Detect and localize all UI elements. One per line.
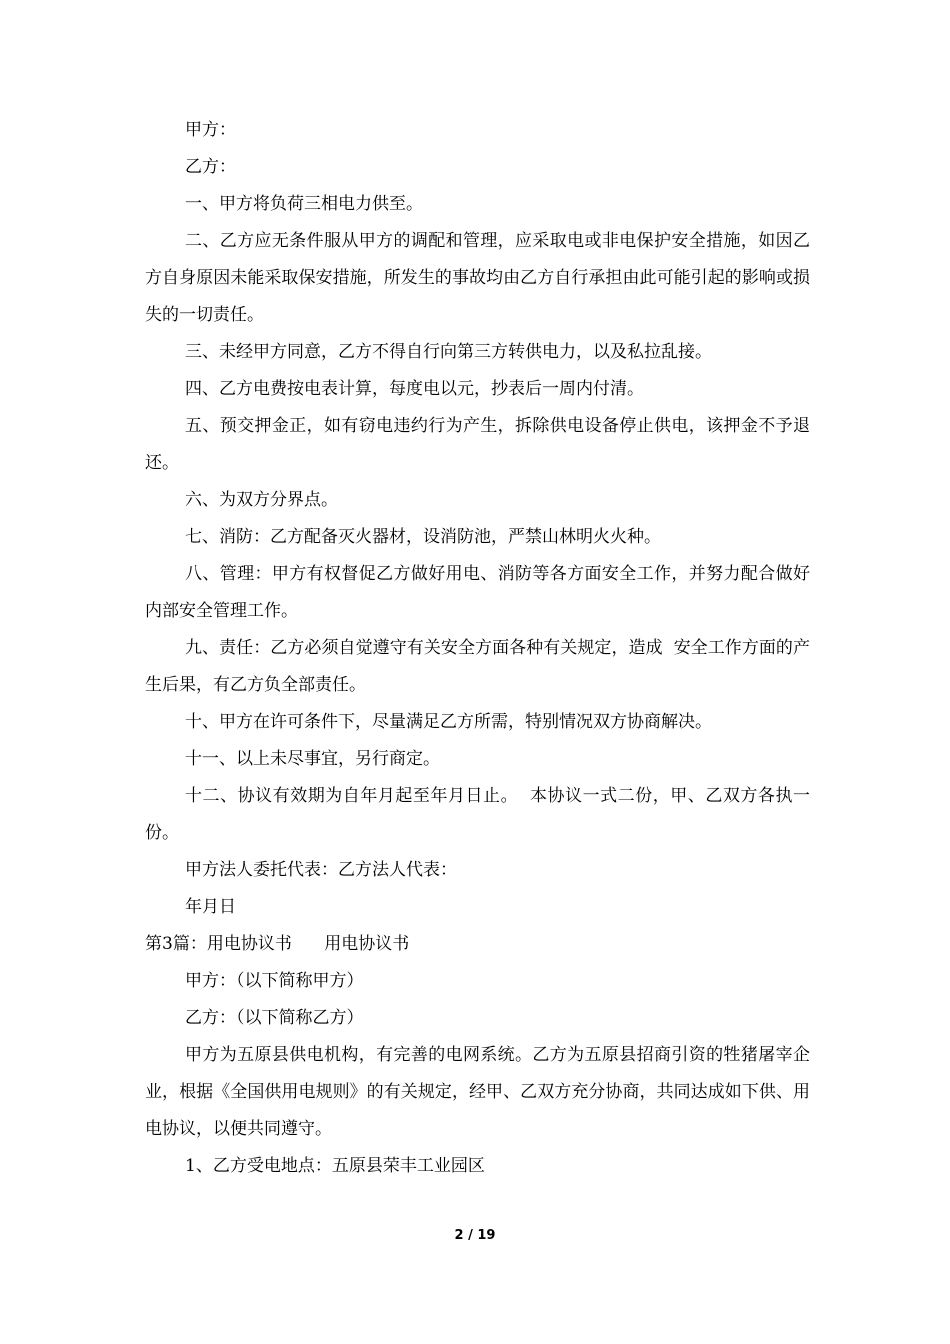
paragraph-signatures: 甲方法人委托代表：乙方法人代表： xyxy=(185,860,457,880)
paragraph-clause-5: 五、预交押金正，如有窃电违约行为产生，拆除供电设备停止供电，该押金不予退还。 xyxy=(145,416,810,473)
paragraph-clause-12: 十二、协议有效期为自年月起至年月日止。 本协议一式二份，甲、乙双方各执一份。 xyxy=(145,786,810,843)
paragraph-clause-2: 二、乙方应无条件服从甲方的调配和管理，应采取电或非电保护安全措施，如因乙方自身原因未能采取保安措施，所发生的事故均由乙方自行承担由此可能引起的影响或损失的一切责任。 xyxy=(145,231,810,325)
paragraph-clause-4: 四、乙方电费按电表计算，每度电以元，抄表后一周内付清。 xyxy=(185,379,644,399)
paragraph-party-a: 甲方： xyxy=(185,120,236,140)
page-number: 2 / 19 xyxy=(454,1228,496,1243)
paragraph-clause-7: 七、消防：乙方配备灭火器材，设消防池，严禁山林明火火种。 xyxy=(185,527,661,547)
section-heading: 第3篇：用电协议书 用电协议书 xyxy=(145,934,410,954)
paragraph-clause-11: 十一、以上未尽事宜，另行商定。 xyxy=(185,749,440,769)
paragraph-party-b-2: 乙方：（以下简称乙方） xyxy=(185,1008,364,1028)
paragraph-clause-9: 九、责任：乙方必须自觉遵守有关安全方面各种有关规定，造成 安全工作方面的产生后果，有乙方负全部责任。 xyxy=(145,638,810,695)
paragraph-clause-1: 一、甲方将负荷三相电力供至。 xyxy=(185,194,423,214)
paragraph-clause-3: 三、未经甲方同意，乙方不得自行向第三方转供电力，以及私拉乱接。 xyxy=(185,342,712,362)
document-body xyxy=(145,112,810,1185)
paragraph-party-a-2: 甲方：（以下简称甲方） xyxy=(185,971,364,991)
paragraph-clause-6: 六、为双方分界点。 xyxy=(185,490,338,510)
paragraph-clause-10: 十、甲方在许可条件下，尽量满足乙方所需，特别情况双方协商解决。 xyxy=(185,712,712,732)
paragraph-date: 年月日 xyxy=(185,897,236,917)
paragraph-party-b: 乙方： xyxy=(185,157,236,177)
paragraph-item-1: 1、乙方受电地点：五原县荣丰工业园区 xyxy=(185,1156,485,1176)
paragraph-clause-8: 八、管理：甲方有权督促乙方做好用电、消防等各方面安全工作，并努力配合做好内部安全管理工作。 xyxy=(145,564,810,621)
paragraph-intro: 甲方为五原县供电机构，有完善的电网系统。乙方为五原县招商引资的牲猪屠宰企业，根据《全国供用电规则》的有关规定，经甲、乙双方充分协商，共同达成如下供、用电协议，以便共同遵守。 xyxy=(145,1045,810,1139)
